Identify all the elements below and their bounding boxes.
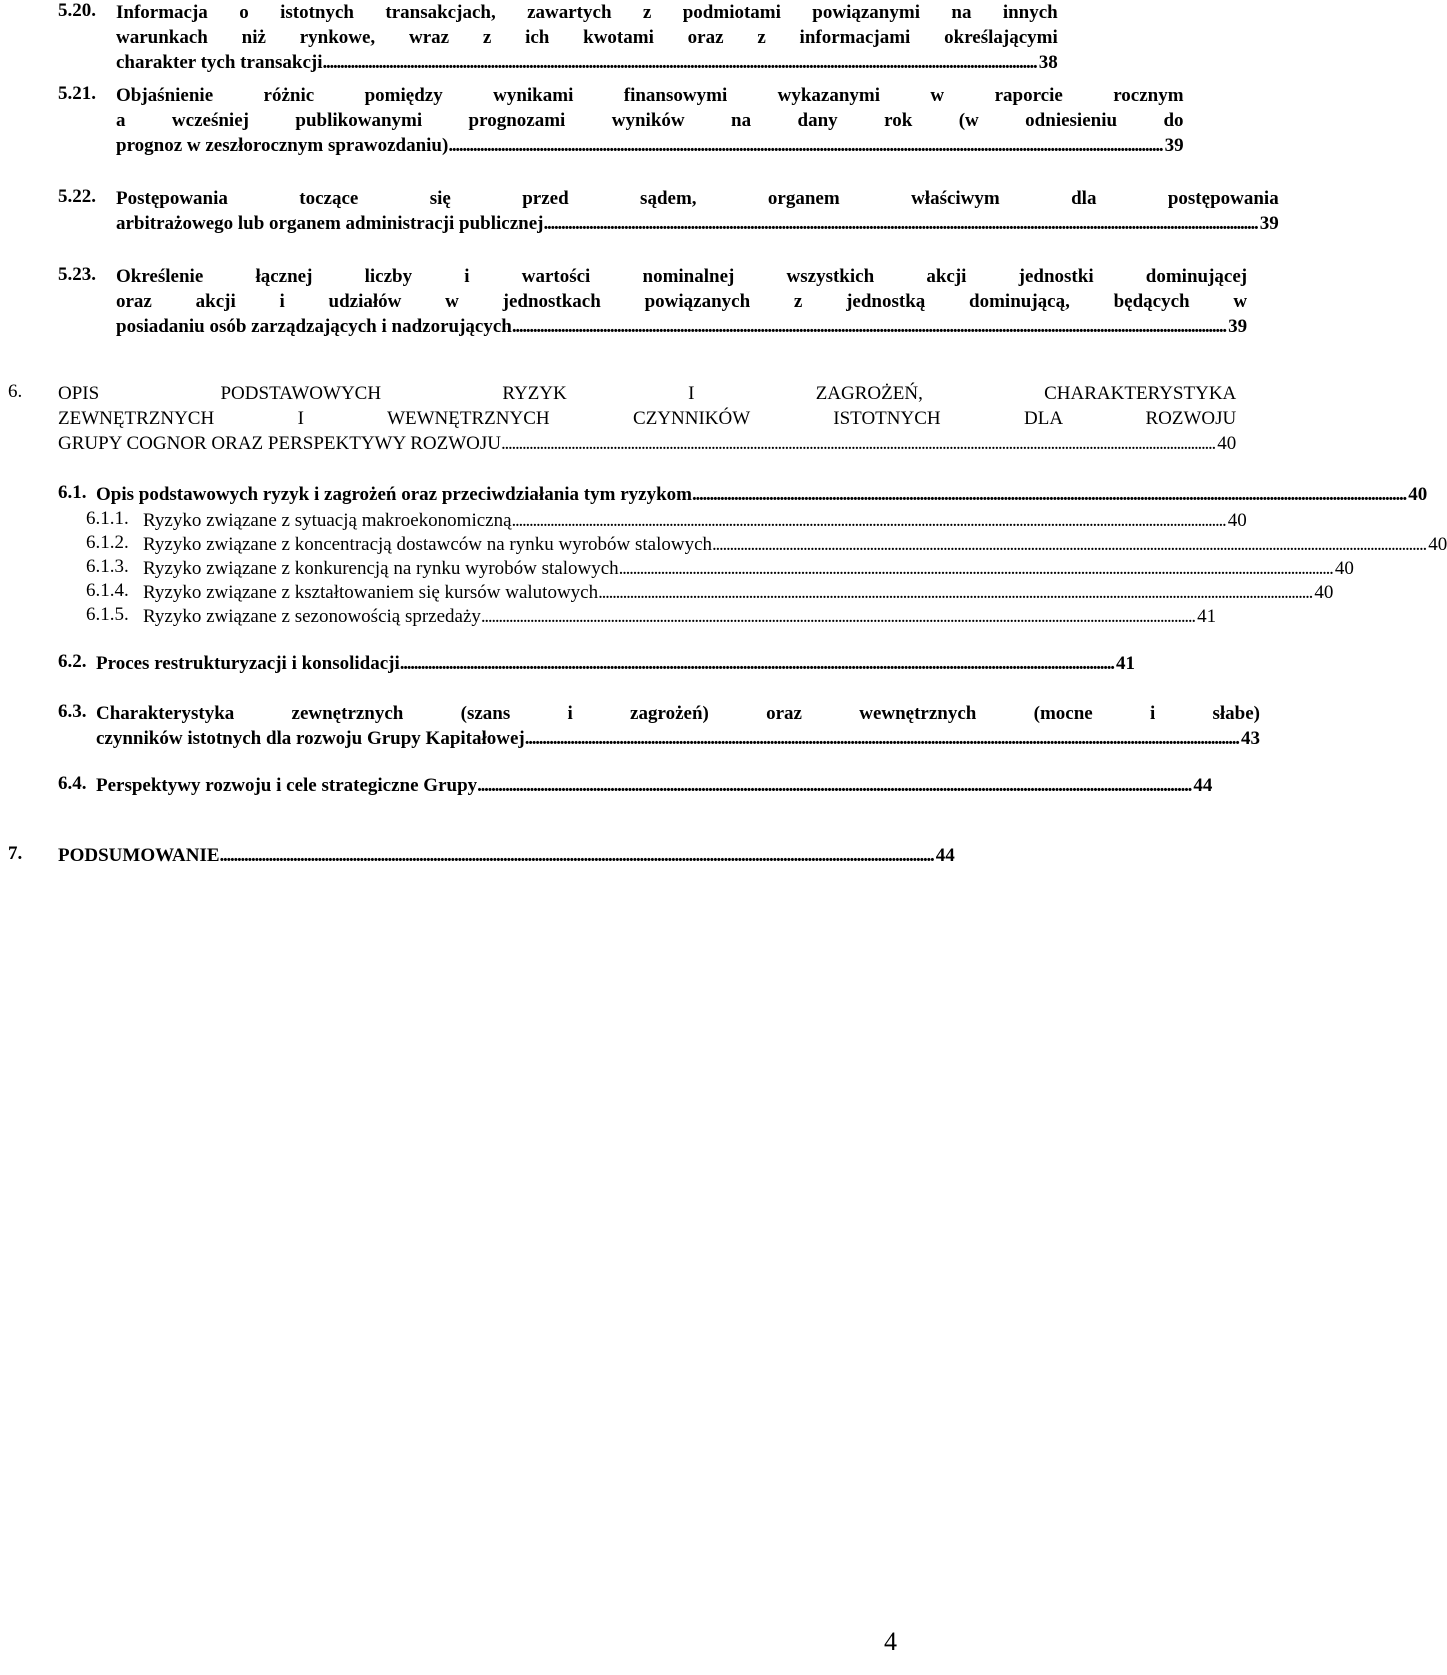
toc-entry[interactable] xyxy=(58,701,1261,751)
dot-leader xyxy=(692,482,1404,507)
toc-entry[interactable] xyxy=(58,83,1184,158)
toc-entry-last-line: Ryzyko związane z koncentracją dostawców na rynku wyrobów stalowych xyxy=(143,534,713,555)
toc-entry-line: warunkach niż rynkowe, wraz z ich kwotami oraz z informacjami określającymi xyxy=(116,27,1058,48)
dot-leader xyxy=(619,556,1331,581)
toc-entry-leader-line xyxy=(58,431,1236,456)
toc-entry-title xyxy=(96,773,1212,798)
toc-entry-title xyxy=(143,580,1333,605)
toc-entry-line: Informacja o istotnych transakcjach, zawartych z podmiotami powiązanymi na innych xyxy=(116,2,1058,23)
dot-leader xyxy=(712,532,1424,557)
page-number: 4 xyxy=(884,1627,897,1656)
toc-entry[interactable] xyxy=(86,580,1334,605)
toc-entry[interactable] xyxy=(86,556,1354,581)
toc-entry-last-line: Opis podstawowych ryzyk i zagrożeń oraz przeciwdziałania tym ryzykom xyxy=(96,484,692,505)
toc-entry-title xyxy=(96,701,1260,751)
toc-entry-last-line: Ryzyko związane z konkurencją na rynku wyrobów stalowych xyxy=(143,558,619,579)
toc-entry-number: 6.1. xyxy=(58,482,87,503)
toc-entry[interactable] xyxy=(8,843,955,868)
toc-entry-page: 43 xyxy=(1241,728,1261,749)
dot-leader xyxy=(512,508,1224,533)
toc-entry-leader-line xyxy=(96,482,1427,507)
toc-entry-number: 6.1.4. xyxy=(86,580,129,601)
toc-entry-leader-line xyxy=(143,532,1447,557)
toc-entry-leader-line xyxy=(96,773,1212,798)
toc-entry-last-line: PODSUMOWANIE xyxy=(58,845,220,866)
toc-entry-page: 40 xyxy=(1314,582,1334,603)
toc-entry[interactable] xyxy=(58,186,1279,236)
toc-entry-leader-line xyxy=(116,50,1058,75)
toc-entry-last-line: prognoz w zeszłorocznym sprawozdaniu) xyxy=(116,135,449,156)
toc-entry-page: 39 xyxy=(1164,135,1184,156)
toc-entry-leader-line xyxy=(96,726,1260,751)
toc-entry-title xyxy=(143,556,1354,581)
toc-entry-page: 40 xyxy=(1217,433,1237,454)
toc-entry-number: 5.20. xyxy=(58,0,96,21)
toc-entry[interactable] xyxy=(58,264,1248,339)
toc-entry-last-line: Perspektywy rozwoju i cele strategiczne Grupy xyxy=(96,775,478,796)
toc-entry-number: 6.1.2. xyxy=(86,532,129,553)
toc-entry-title xyxy=(116,186,1279,236)
toc-entry-line: Charakterystyka zewnętrznych (szans i zagrożeń) oraz wewnętrznych (mocne i słabe) xyxy=(96,703,1261,724)
toc-entry-number: 6.1.5. xyxy=(86,604,129,625)
dot-leader xyxy=(323,50,1035,75)
toc-entry-page: 40 xyxy=(1227,510,1247,531)
toc-entry-leader-line xyxy=(143,604,1216,629)
toc-entry-page: 41 xyxy=(1197,606,1217,627)
toc-entry-number: 6.3. xyxy=(58,701,87,722)
toc-entry-leader-line xyxy=(116,211,1279,236)
toc-entry-page: 39 xyxy=(1259,213,1279,234)
dot-leader xyxy=(543,211,1255,236)
toc-entry-last-line: Ryzyko związane z sytuacją makroekonomiczną xyxy=(143,510,512,531)
toc-entry-line: Określenie łącznej liczby i wartości nominalnej wszystkich akcji jednostki dominującej xyxy=(116,266,1248,287)
dot-leader xyxy=(512,314,1224,339)
toc-entry-line: Postępowania toczące się przed sądem, organem właściwym dla postępowania xyxy=(116,188,1279,209)
toc-entry-leader-line xyxy=(116,314,1247,339)
toc-entry-title xyxy=(116,83,1184,158)
dot-leader xyxy=(400,651,1112,676)
toc-entry-last-line: Proces restrukturyzacji i konsolidacji xyxy=(96,653,400,674)
toc-entry[interactable] xyxy=(86,508,1247,533)
toc-entry-leader-line xyxy=(143,508,1247,533)
toc-entry[interactable] xyxy=(58,482,1428,507)
toc-entry-number: 6.4. xyxy=(58,773,87,794)
toc-entry[interactable] xyxy=(58,773,1213,798)
toc-entry-line: oraz akcji i udziałów w jednostkach powiązanych z jednostką dominującą, będących w xyxy=(116,291,1248,312)
toc-entry-number: 7. xyxy=(8,843,23,864)
toc-entry-line: a wcześniej publikowanymi prognozami wyników na dany rok (w odniesieniu do xyxy=(116,110,1184,131)
toc-entry-number: 5.23. xyxy=(58,264,96,285)
toc-entry-last-line: posiadaniu osób zarządzających i nadzorujących xyxy=(116,316,512,337)
toc-entry-leader-line xyxy=(58,843,955,868)
toc-entry-title xyxy=(96,651,1135,676)
toc-entry-last-line: GRUPY COGNOR ORAZ PERSPEKTYWY ROZWOJU xyxy=(58,433,502,454)
toc-entry[interactable] xyxy=(58,651,1136,676)
toc-entry-title xyxy=(143,508,1247,533)
toc-entry[interactable] xyxy=(58,0,1058,75)
toc-entry-number: 5.22. xyxy=(58,186,96,207)
toc-entry-title xyxy=(116,264,1247,339)
toc-entry-leader-line xyxy=(96,651,1135,676)
toc-entry-line: ZEWNĘTRZNYCH I WEWNĘTRZNYCH CZYNNIKÓW ISTOTNYCH DLA ROZWOJU xyxy=(58,408,1237,429)
dot-leader xyxy=(501,431,1213,456)
toc-entry-title xyxy=(96,482,1427,507)
toc-entry-page: 40 xyxy=(1428,534,1447,555)
toc-entry-leader-line xyxy=(143,556,1354,581)
toc-entry-number: 6. xyxy=(8,381,23,402)
toc-entry-last-line: Ryzyko związane z kształtowaniem się kursów walutowych xyxy=(143,582,599,603)
dot-leader xyxy=(220,843,932,868)
dot-leader xyxy=(598,580,1310,605)
toc-entry-number: 6.2. xyxy=(58,651,87,672)
toc-entry-page: 44 xyxy=(1193,775,1213,796)
toc-entry-title xyxy=(116,0,1058,75)
toc-entry-last-line: charakter tych transakcji xyxy=(116,52,323,73)
toc-entry-title xyxy=(143,532,1447,557)
toc-entry-page: 39 xyxy=(1228,316,1248,337)
toc-entry-last-line: czynników istotnych dla rozwoju Grupy Kapitałowej xyxy=(96,728,525,749)
toc-entry[interactable] xyxy=(86,604,1217,629)
toc-entry-number: 6.1.1. xyxy=(86,508,129,529)
toc-entry-title xyxy=(58,843,955,868)
toc-entry-number: 6.1.3. xyxy=(86,556,129,577)
toc-entry-page: 40 xyxy=(1334,558,1354,579)
dot-leader xyxy=(448,133,1160,158)
toc-entry-line: Objaśnienie różnic pomiędzy wynikami finansowymi wykazanymi w raporcie rocznym xyxy=(116,85,1184,106)
dot-leader xyxy=(481,604,1193,629)
toc-entry-last-line: arbitrażowego lub organem administracji publicznej xyxy=(116,213,544,234)
toc-entry[interactable] xyxy=(86,532,1447,557)
toc-entry-line: OPIS PODSTAWOWYCH RYZYK I ZAGROŻEŃ, CHARAKTERYSTYKA xyxy=(58,383,1237,404)
toc-entry-page: 40 xyxy=(1408,484,1428,505)
toc-entry[interactable] xyxy=(8,381,1237,456)
toc-entry-number: 5.21. xyxy=(58,83,96,104)
dot-leader xyxy=(477,773,1189,798)
toc-entry-page: 44 xyxy=(935,845,955,866)
toc-entry-leader-line xyxy=(143,580,1333,605)
toc-entry-page: 41 xyxy=(1116,653,1136,674)
toc-entry-page: 38 xyxy=(1038,52,1058,73)
toc-entry-last-line: Ryzyko związane z sezonowością sprzedaży xyxy=(143,606,481,627)
dot-leader xyxy=(525,726,1237,751)
toc-entry-leader-line xyxy=(116,133,1184,158)
toc-entry-title xyxy=(58,381,1236,456)
toc-entry-title xyxy=(143,604,1216,629)
